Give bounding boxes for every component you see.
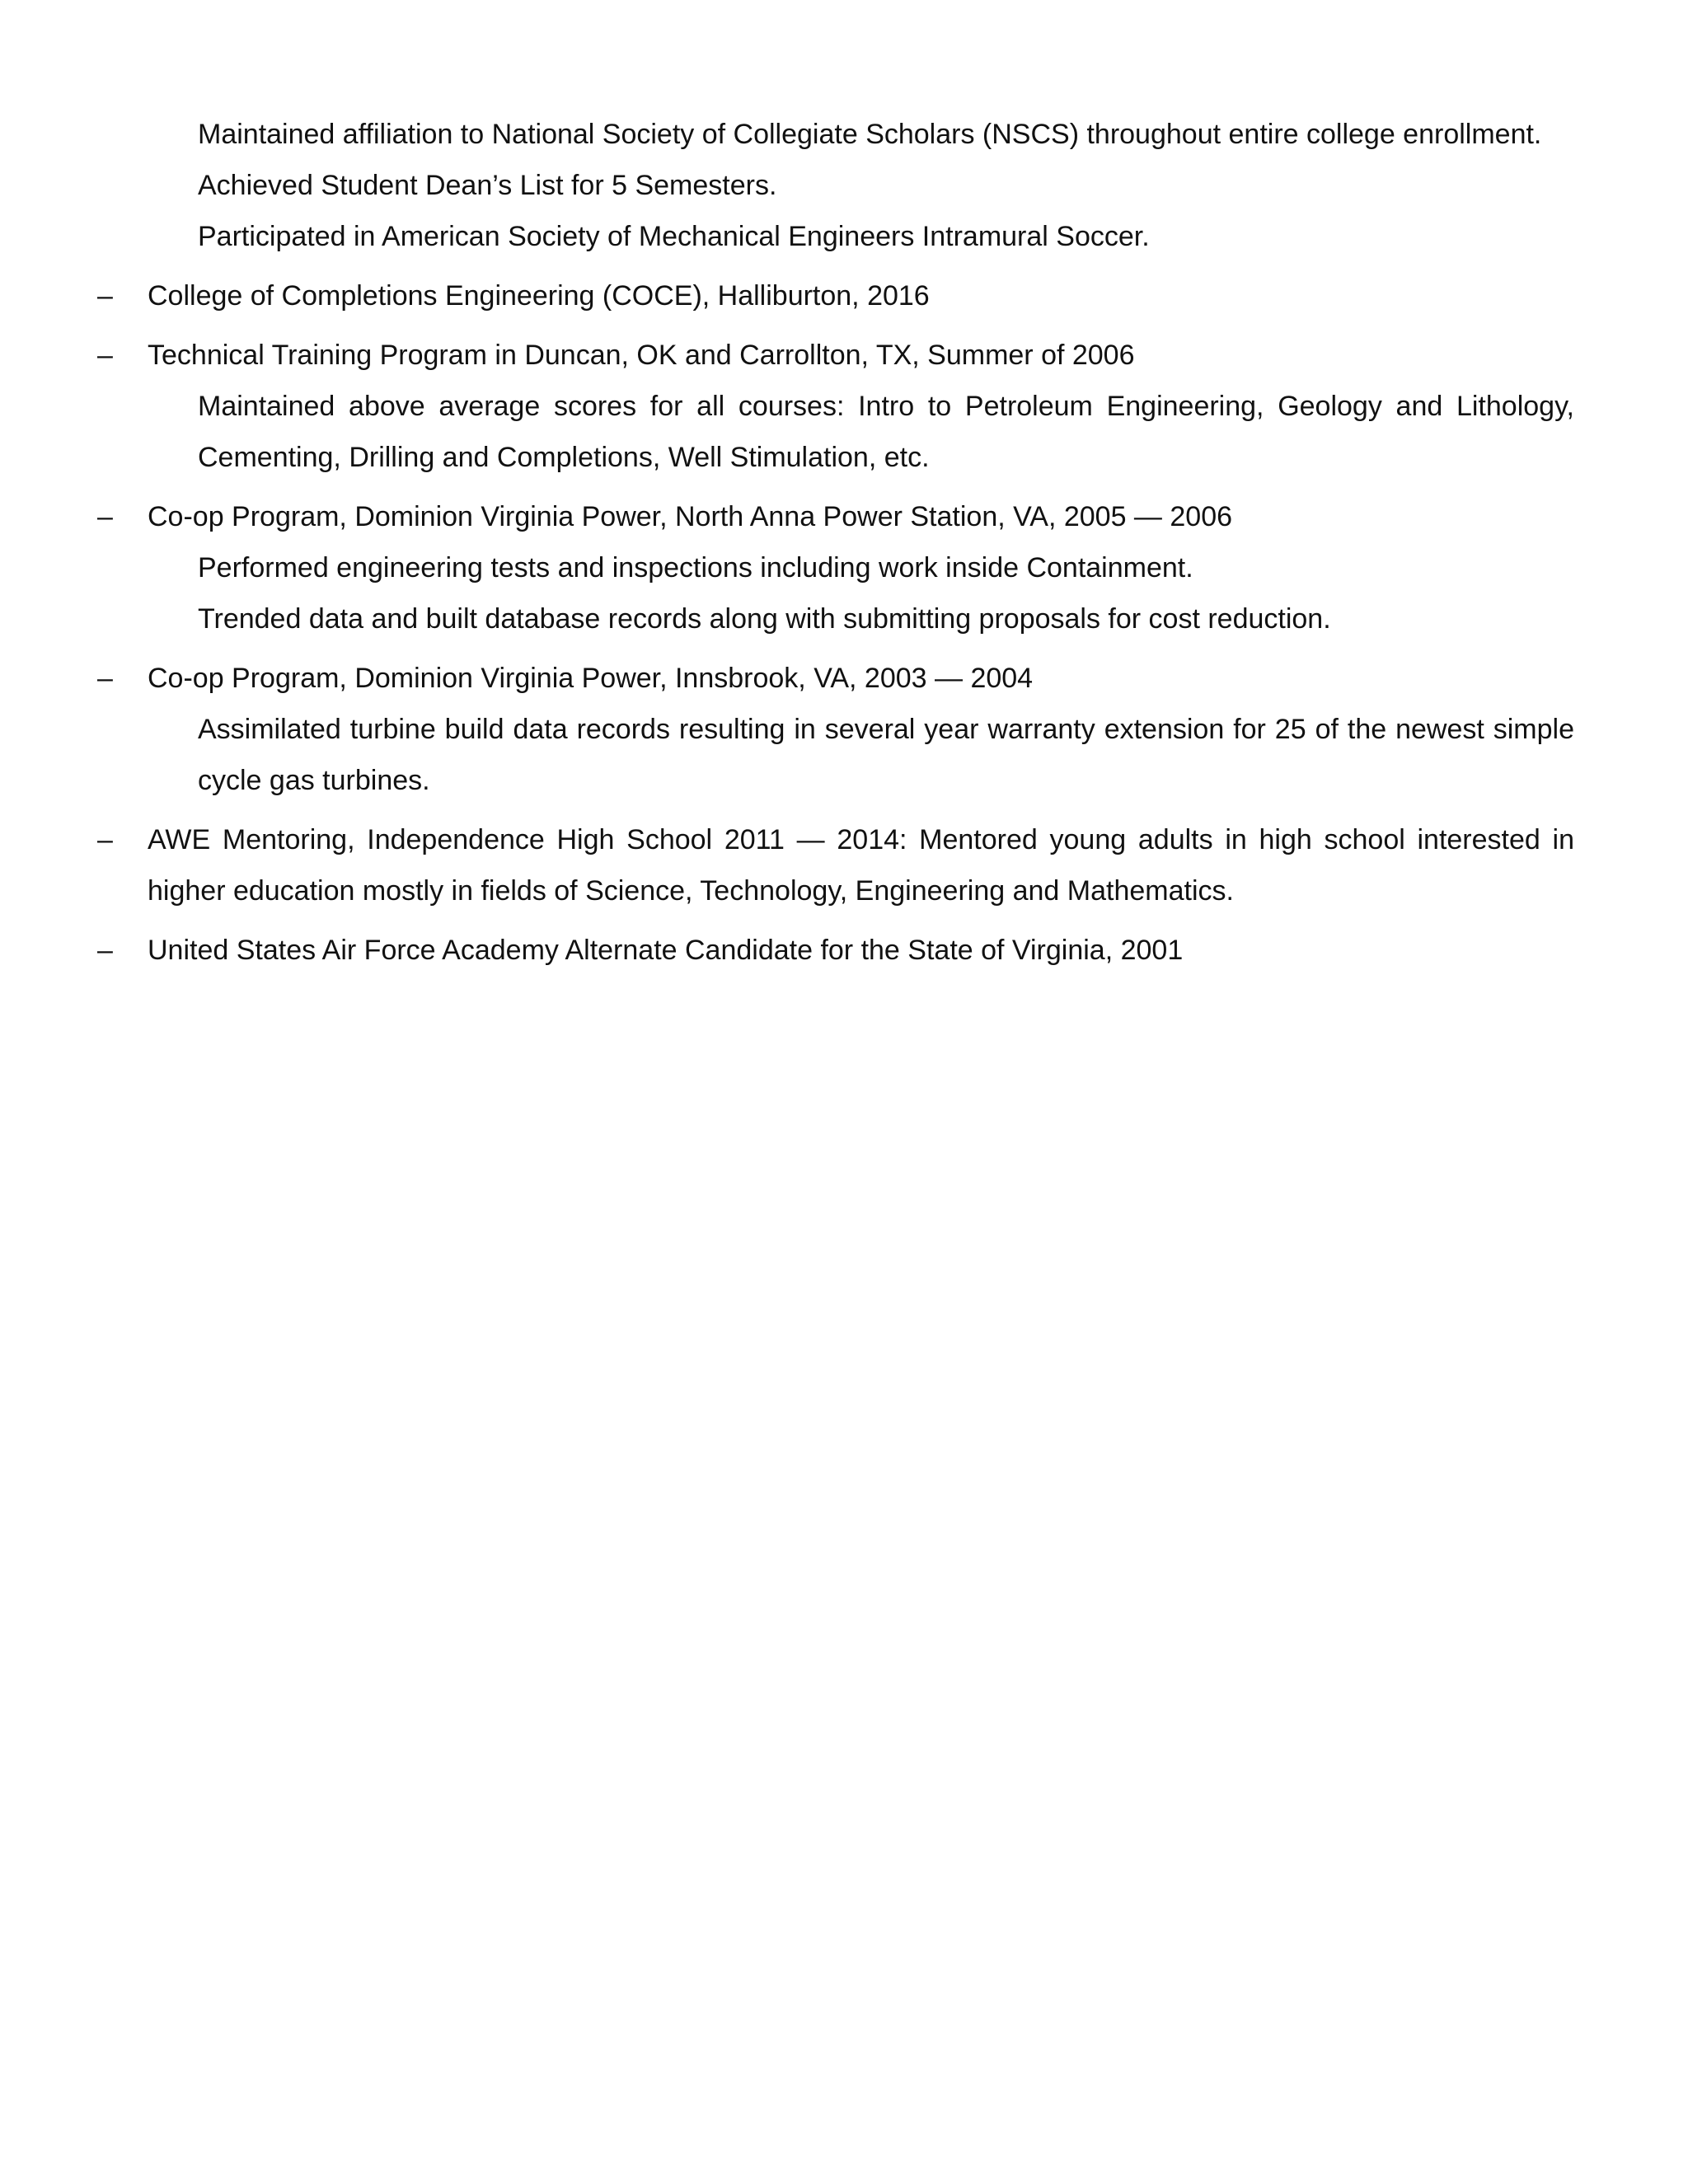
sub-item-deans-list: Achieved Student Dean’s List for 5 Semesters. (198, 170, 777, 201)
list-item-coop-north-anna (97, 491, 1574, 644)
dash-bullet: – (97, 340, 113, 371)
dash-bullet: – (97, 501, 113, 532)
item-heading: Co-op Program, Dominion Virginia Power, Innsbrook, VA, 2003 — 2004 (148, 663, 1034, 694)
item-sub-list (198, 381, 1574, 483)
sub-item: Assimilated turbine build data records resulting in several year warranty extension for 25 of the newest simple cycle gas turbines. (198, 714, 1574, 796)
item-sub-list (198, 704, 1574, 806)
dash-bullet: – (97, 280, 113, 312)
sub-item: Trended data and built database records along with submitting proposals for cost reduction. (198, 603, 1331, 635)
document-content (97, 109, 1574, 976)
list-item-coce (97, 270, 1574, 321)
list-item-technical-training (97, 330, 1574, 483)
list-item-usafa-candidate (97, 925, 1574, 976)
dash-bullet: – (97, 935, 113, 966)
sub-item-asme-soccer: Participated in American Society of Mechanical Engineers Intramural Soccer. (198, 221, 1150, 252)
item-sub-list (198, 542, 1574, 644)
dash-bullet: – (97, 824, 113, 855)
item-heading: Co-op Program, Dominion Virginia Power, North Anna Power Station, VA, 2005 — 2006 (148, 501, 1233, 532)
item-heading: AWE Mentoring, Independence High School 2011 — 2014: Mentored young adults in high school interested in higher education mostly in fields of Science, Technology, Engineering and Mathematics. (148, 824, 1574, 907)
sub-item-nscs: Maintained affiliation to National Society of Collegiate Scholars (NSCS) throughout entire college enrollment. (198, 119, 1542, 150)
list-item-coop-innsbrook (97, 653, 1574, 806)
dash-bullet: – (97, 663, 113, 694)
top-sub-items (97, 109, 1574, 262)
sub-item: Performed engineering tests and inspections including work inside Containment. (198, 552, 1193, 583)
item-heading: Technical Training Program in Duncan, OK and Carrollton, TX, Summer of 2006 (148, 340, 1135, 371)
item-heading: United States Air Force Academy Alternate Candidate for the State of Virginia, 2001 (148, 935, 1184, 966)
sub-item: Maintained above average scores for all courses: Intro to Petroleum Engineering, Geology and Lithology, Cementing, Drilling and Completions, Well Stimulation, etc. (198, 391, 1574, 473)
list-item-awe-mentoring (97, 814, 1574, 916)
item-heading: College of Completions Engineering (COCE), Halliburton, 2016 (148, 280, 930, 312)
